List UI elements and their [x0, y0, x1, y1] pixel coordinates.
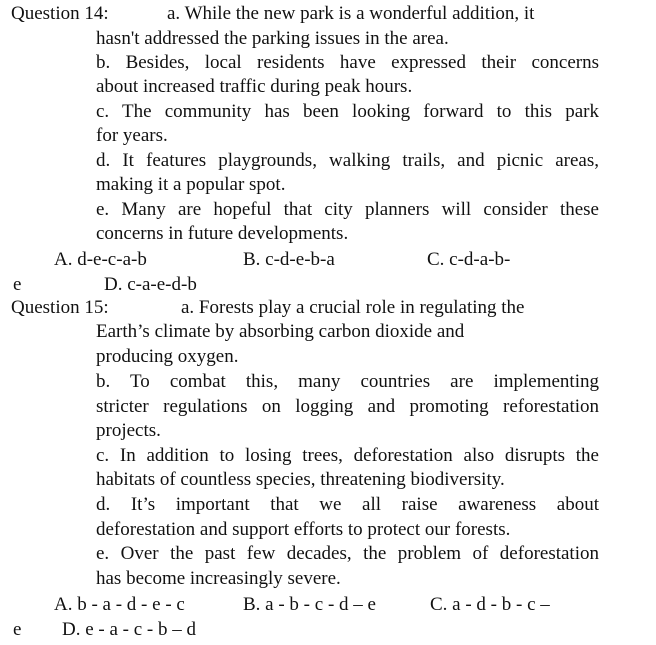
q14-option-b[interactable]: B. c-d-e-b-a [243, 249, 335, 270]
q15-option-b[interactable]: B. a - b - c - d – e [243, 594, 376, 615]
q15-statement-d-line1: d. It’s important that we all raise awareness about [96, 494, 599, 515]
q15-statement-c-line1: c. In addition to losing trees, deforestation also disrupts the [96, 445, 599, 466]
q14-option-a[interactable]: A. d-e-c-a-b [54, 249, 147, 270]
q15-statement-a-line2: Earth’s climate by absorbing carbon dioxide and [96, 321, 465, 342]
q14-statement-e-line1: e. Many are hopeful that city planners will consider these [96, 199, 599, 220]
q14-statement-b-line1: b. Besides, local residents have expressed their concerns [96, 52, 599, 73]
q15-stray-letter: e [13, 619, 22, 640]
q14-statement-c-line2: for years. [96, 125, 168, 146]
q14-option-d[interactable]: D. c-a-e-d-b [104, 274, 197, 295]
q15-option-d[interactable]: D. e - a - c - b – d [62, 619, 197, 640]
q15-statement-b-line1: b. To combat this, many countries are implementing [96, 371, 599, 392]
q14-statement-e-line2: concerns in future developments. [96, 223, 349, 244]
q15-statement-b-line2: stricter regulations on logging and promoting reforestation [96, 396, 599, 417]
q15-statement-c-line2: habitats of countless species, threatening biodiversity. [96, 469, 505, 490]
q15-statement-d-line2: deforestation and support efforts to protect our forests. [96, 519, 511, 540]
q15-statement-a-line1: a. Forests play a crucial role in regulating the [181, 297, 525, 318]
q15-option-c[interactable]: C. a - d - b - c – [430, 594, 550, 615]
q15-statement-e-line2: has become increasingly severe. [96, 568, 341, 589]
q15-statement-b-line3: projects. [96, 420, 161, 441]
q15-option-a[interactable]: A. b - a - d - e - c [54, 594, 185, 615]
q14-statement-c-line1: c. The community has been looking forward to this park [96, 101, 599, 122]
q14-statement-a-line2: hasn't addressed the parking issues in the area. [96, 28, 449, 49]
q14-statement-b-line2: about increased traffic during peak hours. [96, 76, 413, 97]
question-15-label: Question 15: [11, 297, 109, 318]
q14-statement-d-line2: making it a popular spot. [96, 174, 286, 195]
q14-option-c[interactable]: C. c-d-a-b- [427, 249, 511, 270]
q14-statement-a-line1: a. While the new park is a wonderful addition, it [167, 3, 535, 24]
q15-statement-a-line3: producing oxygen. [96, 346, 239, 367]
q15-statement-e-line1: e. Over the past few decades, the problem of deforestation [96, 543, 599, 564]
q14-stray-letter: e [13, 274, 22, 295]
question-14-label: Question 14: [11, 3, 109, 24]
q14-statement-d-line1: d. It features playgrounds, walking trails, and picnic areas, [96, 150, 599, 171]
